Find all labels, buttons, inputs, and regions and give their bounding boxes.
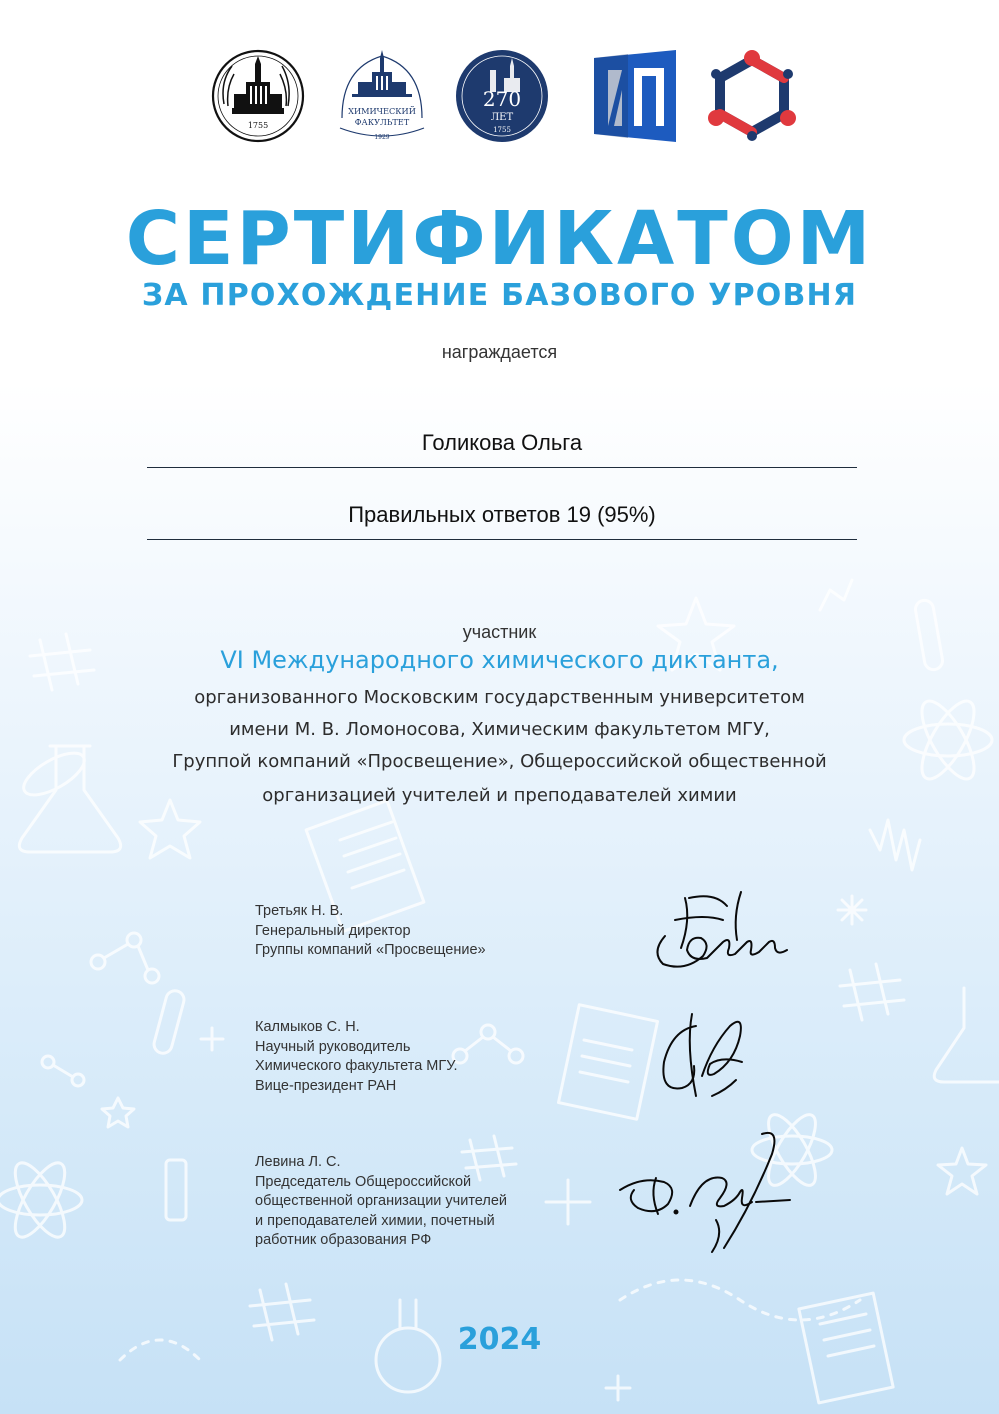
paper-sheet-icon <box>558 1005 657 1119</box>
signatory-position: Председатель Общероссийской <box>255 1173 472 1190</box>
star-icon <box>938 1148 986 1194</box>
signatory-position: Научный руководитель <box>255 1038 411 1055</box>
star-icon <box>102 1098 134 1127</box>
atom-icon <box>0 1156 82 1244</box>
organizers-line: организацией учителей и преподавателей химии <box>262 785 737 806</box>
partner-logos-row <box>0 48 999 144</box>
svg-text:1755: 1755 <box>493 126 511 134</box>
chemistry-faculty-icon <box>334 48 430 144</box>
svg-text:ЛЕТ: ЛЕТ <box>490 112 514 123</box>
certificate-year: 2024 <box>457 1322 542 1357</box>
signatory-block <box>255 1153 507 1251</box>
chem-teachers-org-logo-icon <box>704 48 800 144</box>
svg-text:ХИМИЧЕСКИЙ: ХИМИЧЕСКИЙ <box>348 106 416 116</box>
msu-emblem-icon <box>210 48 306 144</box>
signatory-name: Третьяк Н. В. <box>255 903 344 919</box>
awarded-caption: награждается <box>441 342 558 362</box>
zigzag-icon <box>820 580 852 610</box>
anniversary-270-icon <box>454 48 550 144</box>
organizers-line: организованного Московским государственным университетом <box>194 687 805 708</box>
spark-icon <box>606 1376 630 1400</box>
organizers-line: Группой компаний «Просвещение», Общероссийской общественной <box>172 751 827 772</box>
star-icon <box>140 800 200 858</box>
certificate-subtitle: ЗА ПРОХОЖДЕНИЕ БАЗОВОГО УРОВНЯ <box>141 278 858 313</box>
recipient-underline <box>147 467 857 468</box>
signatory-position: Вице-президент РАН <box>255 1077 397 1094</box>
signatory-position: общественной организации учителей <box>255 1193 508 1209</box>
signatory-name: Левина Л. С. <box>255 1154 341 1170</box>
svg-text:1929: 1929 <box>374 134 390 141</box>
certificate-title: СЕРТИФИКАТОМ <box>125 196 874 282</box>
zigzag-icon <box>870 820 920 870</box>
test-tube-icon <box>152 989 186 1055</box>
result-underline <box>147 539 857 540</box>
event-name: VI Международного химического диктанта, <box>220 646 779 674</box>
signatory-position: работник образования РФ <box>255 1232 432 1248</box>
test-tube-icon <box>166 1160 186 1220</box>
prosveshchenie-logo-icon <box>588 48 684 144</box>
dashed-swirl-icon <box>620 1280 860 1320</box>
signatory-position: Группы компаний «Просвещение» <box>255 942 486 958</box>
organizers-line: имени М. В. Ломоносова, Химическим факультетом МГУ, <box>229 719 770 740</box>
molecule-icon <box>453 1025 523 1063</box>
signature-image <box>645 880 795 980</box>
svg-text:ФАКУЛЬТЕТ: ФАКУЛЬТЕТ <box>354 117 410 127</box>
signatory-position: и преподавателей химии, почетный <box>255 1212 495 1229</box>
signatory-block <box>255 1018 458 1096</box>
result-score: Правильных ответов 19 (95%) <box>348 502 656 527</box>
signatory-position: Генеральный директор <box>255 922 411 939</box>
hash-icon <box>840 964 904 1020</box>
recipient-name: Голикова Ольга <box>421 430 583 455</box>
signatory-position: Химического факультета МГУ. <box>255 1058 458 1074</box>
svg-text:270: 270 <box>482 87 522 111</box>
molecule-icon <box>42 1056 84 1086</box>
signatory-block <box>255 902 486 961</box>
spark-icon <box>838 896 866 924</box>
flask-icon <box>934 988 999 1082</box>
signature-image <box>652 1006 762 1108</box>
signature-image <box>612 1124 802 1254</box>
plus-icon <box>546 1180 590 1224</box>
participant-label: участник <box>462 622 537 642</box>
svg-text:1755: 1755 <box>247 121 269 130</box>
signatory-name: Калмыков С. Н. <box>255 1019 360 1035</box>
plus-icon <box>201 1028 223 1050</box>
molecule-icon <box>91 933 159 983</box>
